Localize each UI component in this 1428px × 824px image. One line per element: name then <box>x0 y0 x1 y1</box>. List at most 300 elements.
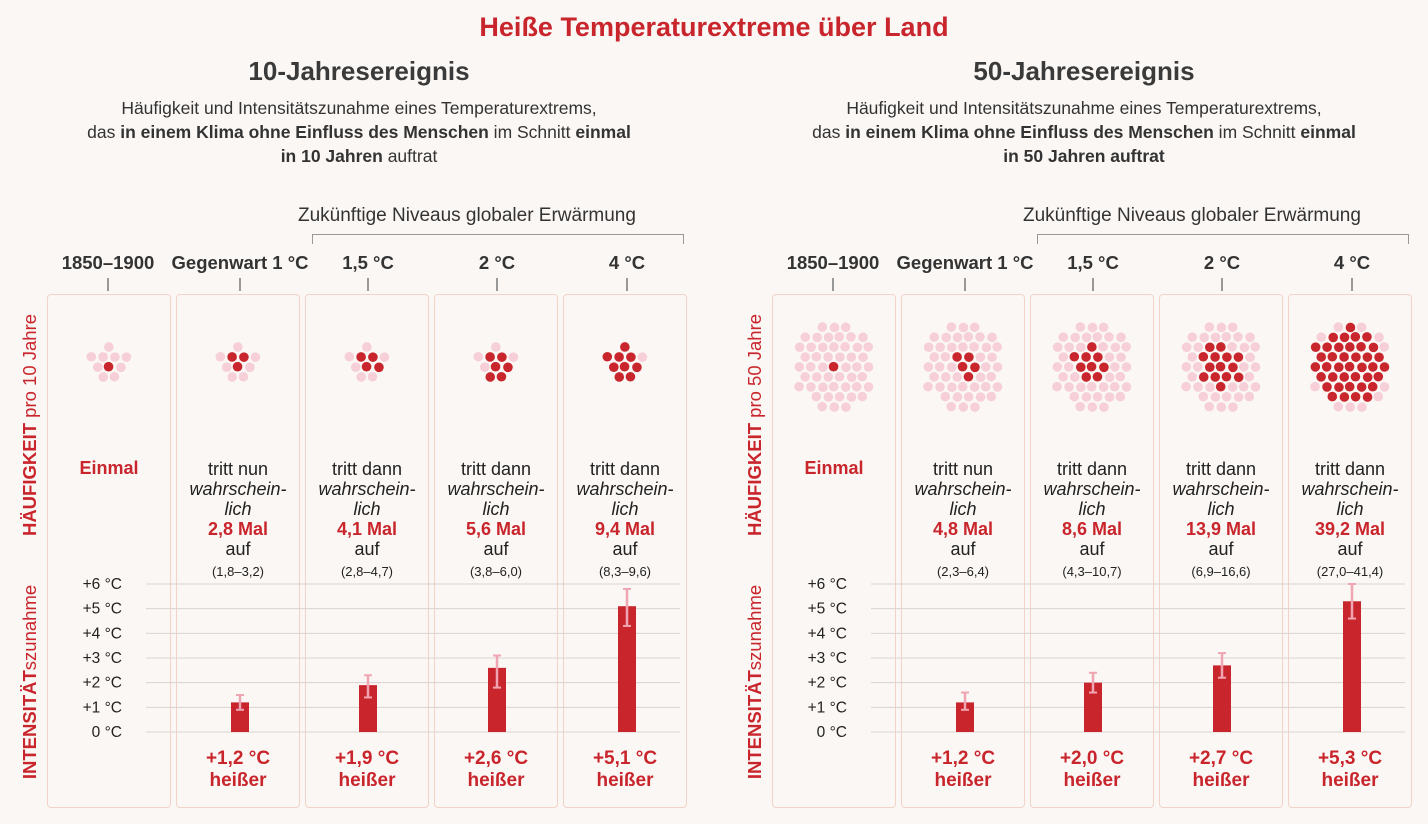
freq-italic: wahrschein- <box>318 479 416 499</box>
desc-text: das <box>812 122 846 142</box>
desc-text: auftrat <box>382 146 438 166</box>
event-dot-possible <box>1116 392 1126 402</box>
frequency-range: (8,3–9,6) <box>598 564 652 579</box>
event-dot-possible <box>818 382 828 392</box>
freq-italic: wahrschein- <box>189 479 287 499</box>
event-dot-occurring <box>1322 342 1332 352</box>
freq-italic: wahrschein- <box>1301 479 1399 499</box>
column-label: 1,5 °C <box>1067 252 1119 273</box>
frequency-text <box>1288 459 1412 559</box>
event-dot-possible <box>1182 342 1192 352</box>
event-dot-possible <box>863 342 873 352</box>
desc-line-3 <box>764 144 1404 168</box>
event-dot-possible <box>1204 402 1214 412</box>
event-dot-occurring <box>1374 372 1384 382</box>
intensity-value-label <box>1159 748 1283 792</box>
event-dot-possible <box>841 322 851 332</box>
column-tick <box>1351 278 1353 291</box>
freq-suffix: auf <box>612 539 638 559</box>
event-dot-possible <box>806 362 816 372</box>
intensity-value: +1,2 °C <box>205 748 271 769</box>
event-dot-possible <box>840 342 850 352</box>
main-title: Heiße Temperaturextreme über Land <box>479 12 949 42</box>
column-tick <box>1092 278 1094 291</box>
frequency-axis-label <box>744 295 766 555</box>
event-dot-possible <box>964 332 974 342</box>
event-dot-possible <box>841 402 851 412</box>
event-dot-occurring <box>1210 372 1220 382</box>
event-dot-occurring <box>1316 372 1326 382</box>
event-dot-possible <box>800 352 810 362</box>
event-dot-possible <box>852 382 862 392</box>
intensity-value: +2,6 °C <box>463 748 529 769</box>
event-dot-possible <box>976 392 986 402</box>
event-dot-possible <box>858 372 868 382</box>
event-dot-possible <box>847 352 857 362</box>
y-tick-label: +1 °C <box>82 699 122 717</box>
event-dot-possible <box>823 372 833 382</box>
event-dot-possible <box>1240 343 1250 353</box>
event-dot-occurring <box>1339 352 1349 362</box>
event-dot-possible <box>964 392 974 402</box>
event-dot-possible <box>1105 352 1115 362</box>
event-dot-possible <box>981 382 991 392</box>
event-dot-possible <box>941 333 951 343</box>
frequency-range: (27,0–41,4) <box>1316 564 1384 579</box>
event-dot-possible <box>1316 332 1326 342</box>
event-dot-possible <box>1182 362 1192 372</box>
event-dot-possible <box>795 342 805 352</box>
event-dot-occurring <box>1363 392 1373 402</box>
desc-bold: einmal <box>575 122 631 142</box>
hotter-word: heißer <box>934 770 992 791</box>
event-dot-possible <box>1122 362 1132 372</box>
event-dot-possible <box>1245 333 1255 343</box>
frequency-dots <box>1159 310 1283 430</box>
y-tick-label: 0 °C <box>91 724 122 741</box>
desc-text: Häufigkeit und Intensitätszunahme eines Temperaturextrems, <box>121 98 597 118</box>
panel-title: 10-Jahresereignis <box>248 56 470 86</box>
event-dot-possible <box>1187 372 1197 382</box>
event-dot-possible <box>941 392 951 402</box>
event-dot-possible <box>1310 382 1320 392</box>
event-dot-possible <box>987 392 997 402</box>
freq-value: 9,4 Mal <box>594 519 656 539</box>
event-dot-occurring <box>1311 342 1321 352</box>
event-dot-possible <box>1110 382 1120 392</box>
event-dot-possible <box>975 332 985 342</box>
column-label: Gegenwart 1 °C <box>896 252 1034 273</box>
event-dot-occurring <box>1087 342 1097 352</box>
desc-text: das <box>87 122 121 142</box>
event-dot-occurring <box>1081 372 1091 382</box>
desc-bold: in einem Klima ohne Einfluss des Menschen <box>845 122 1214 142</box>
event-dot-possible <box>830 323 840 333</box>
event-dot-occurring <box>1345 382 1355 392</box>
freq-italic: lich <box>353 499 381 519</box>
future-warming-label: Zukünftige Niveaus globaler Erwärmung <box>298 205 636 226</box>
event-dot-occurring <box>1356 342 1366 352</box>
freq-rest: pro 10 Jahre <box>19 313 40 423</box>
frequency-range: (1,8–3,2) <box>211 564 265 579</box>
event-dot-occurring <box>1076 362 1086 372</box>
event-dot-possible <box>1088 402 1098 412</box>
event-dot-possible <box>858 333 868 343</box>
intensity-bold: INTENSITÄT <box>744 670 765 780</box>
freq-italic: wahrschein- <box>576 479 674 499</box>
event-dot-possible <box>846 332 856 342</box>
event-dot-possible <box>1082 333 1092 343</box>
event-dot-possible <box>841 363 851 373</box>
intensity-value-label <box>901 748 1025 792</box>
event-dot-possible <box>982 343 992 353</box>
frequency-dots <box>772 310 896 430</box>
panel-description <box>764 96 1404 168</box>
freq-value: 2,8 Mal <box>207 519 269 539</box>
event-dot-possible <box>1233 332 1243 342</box>
event-dot-possible <box>953 333 963 343</box>
event-dot-possible <box>841 382 851 392</box>
event-dot-possible <box>1245 392 1255 402</box>
event-dot-possible <box>993 362 1003 372</box>
event-dot-possible <box>1064 362 1074 372</box>
event-dot-possible <box>847 392 857 402</box>
event-dot-occurring <box>1362 332 1372 342</box>
frequency-text <box>901 459 1025 559</box>
event-dot-possible <box>941 372 951 382</box>
freq-italic: lich <box>1207 499 1235 519</box>
freq-italic: wahrschein- <box>914 479 1012 499</box>
event-dot-possible <box>1251 362 1261 372</box>
event-dot-possible <box>1099 322 1109 332</box>
event-dot-possible <box>1099 402 1109 412</box>
freq-italic: lich <box>611 499 639 519</box>
event-dot-occurring <box>1339 372 1349 382</box>
hotter-word: heißer <box>1192 770 1250 791</box>
desc-bold: in 50 Jahren auftrat <box>1003 146 1165 166</box>
event-dot-occurring <box>1222 352 1232 362</box>
freq-value: 5,6 Mal <box>465 519 527 539</box>
event-dot-possible <box>935 382 945 392</box>
event-dot-possible <box>947 342 957 352</box>
event-dot-possible <box>1333 402 1343 412</box>
event-dot-possible <box>924 342 934 352</box>
event-dot-possible <box>953 392 963 402</box>
y-tick-label: +3 °C <box>807 650 847 667</box>
event-dot-occurring <box>1346 323 1356 333</box>
frequency-range: (4,3–10,7) <box>1062 564 1122 579</box>
event-dot-possible <box>970 322 980 332</box>
event-dot-possible <box>1205 382 1215 392</box>
frequency-range: (3,8–6,0) <box>469 564 523 579</box>
event-dot-occurring <box>1311 362 1321 372</box>
event-dot-possible <box>1380 382 1390 392</box>
y-tick-label: +6 °C <box>807 576 847 593</box>
column-label: 1,5 °C <box>342 252 394 273</box>
freq-suffix: auf <box>483 539 509 559</box>
event-dot-possible <box>1105 392 1115 402</box>
event-dot-possible <box>929 332 939 342</box>
event-dot-possible <box>935 362 945 372</box>
event-dot-occurring <box>1322 362 1332 372</box>
event-dot-possible <box>1193 342 1203 352</box>
event-dot-possible <box>1239 362 1249 372</box>
event-dot-occurring <box>1087 362 1097 372</box>
event-dot-possible <box>858 352 868 362</box>
event-dot-occurring <box>1374 352 1384 362</box>
event-dot-possible <box>1058 372 1068 382</box>
event-dot-occurring <box>1234 372 1244 382</box>
freq-suffix: auf <box>354 539 380 559</box>
event-dot-occurring <box>1345 342 1355 352</box>
event-dot-possible <box>1093 332 1103 342</box>
event-dot-possible <box>818 342 828 352</box>
event-dot-possible <box>1251 382 1261 392</box>
event-dot-possible <box>1228 402 1238 412</box>
hotter-word: heißer <box>209 770 267 791</box>
event-dot-possible <box>1070 333 1080 343</box>
event-dot-possible <box>835 392 845 402</box>
event-dot-possible <box>1228 322 1238 332</box>
frequency-dots <box>1030 310 1154 430</box>
event-dot-possible <box>1053 342 1063 352</box>
event-dot-occurring <box>1357 382 1367 392</box>
event-dot-possible <box>824 392 834 402</box>
event-dot-possible <box>812 333 822 343</box>
frequency-range: (2,8–4,7) <box>340 564 394 579</box>
event-dot-possible <box>1245 372 1255 382</box>
event-dot-possible <box>969 342 979 352</box>
event-dot-possible <box>987 372 997 382</box>
frequency-dots <box>1288 310 1412 430</box>
event-dot-possible <box>947 382 957 392</box>
event-dot-occurring <box>1234 352 1244 362</box>
freq-italic: lich <box>1336 499 1364 519</box>
intensity-value: +1,2 °C <box>930 748 996 769</box>
event-dot-possible <box>1052 382 1062 392</box>
event-dot-possible <box>795 362 805 372</box>
event-dot-possible <box>858 392 868 402</box>
event-dot-occurring <box>1345 362 1355 372</box>
event-dot-possible <box>830 402 840 412</box>
event-dot-possible <box>806 342 816 352</box>
event-dot-possible <box>1098 342 1108 352</box>
event-dot-possible <box>1088 323 1098 333</box>
event-dot-possible <box>1245 352 1255 362</box>
frequency-once-label: Einmal <box>804 458 864 478</box>
column-tick <box>964 278 966 291</box>
y-tick-label: +1 °C <box>807 699 847 717</box>
event-dot-occurring <box>1328 372 1338 382</box>
event-dot-possible <box>1211 333 1221 343</box>
freq-suffix: auf <box>225 539 251 559</box>
event-dot-occurring <box>1351 372 1361 382</box>
event-dot-possible <box>824 333 834 343</box>
event-dot-occurring <box>1322 382 1332 392</box>
event-dot-occurring <box>1316 352 1326 362</box>
desc-line-2 <box>764 120 1404 144</box>
hotter-word: heißer <box>1321 770 1379 791</box>
event-dot-occurring <box>1357 363 1367 373</box>
event-dot-possible <box>1110 362 1120 372</box>
event-dot-possible <box>794 382 804 392</box>
event-dot-possible <box>947 362 957 372</box>
event-dot-occurring <box>1351 392 1361 402</box>
event-dot-possible <box>1105 372 1115 382</box>
event-dot-possible <box>1379 342 1389 352</box>
frequency-text <box>1159 459 1283 559</box>
event-dot-possible <box>959 402 969 412</box>
event-dot-possible <box>1357 402 1367 412</box>
y-tick-label: 0 °C <box>816 724 847 741</box>
event-dot-possible <box>1121 342 1131 352</box>
event-dot-possible <box>1053 362 1063 372</box>
event-dot-possible <box>812 352 822 362</box>
event-dot-occurring <box>964 352 974 362</box>
event-dot-occurring <box>1093 352 1103 362</box>
event-dot-possible <box>1346 402 1356 412</box>
event-dot-possible <box>1111 343 1121 353</box>
event-dot-possible <box>981 362 991 372</box>
event-dot-occurring <box>1081 352 1091 362</box>
freq-prefix: tritt nun <box>207 459 269 479</box>
event-dot-possible <box>1116 333 1126 343</box>
desc-bold: einmal <box>1300 122 1356 142</box>
event-dot-occurring <box>1334 382 1344 392</box>
event-dot-possible <box>1250 342 1260 352</box>
event-dot-possible <box>864 362 874 372</box>
freq-rest: pro 50 Jahre <box>744 313 765 423</box>
event-dot-possible <box>923 382 933 392</box>
event-dot-occurring <box>1328 333 1338 343</box>
intensity-rest: szunahme <box>744 584 765 671</box>
event-dot-possible <box>1099 382 1109 392</box>
event-dot-occurring <box>1351 332 1361 342</box>
event-dot-possible <box>1104 332 1114 342</box>
freq-italic: wahrschein- <box>1043 479 1141 499</box>
event-dot-occurring <box>1222 372 1232 382</box>
intensity-value: +2,7 °C <box>1188 748 1254 769</box>
event-dot-possible <box>817 402 827 412</box>
event-dot-possible <box>1222 392 1232 402</box>
event-dot-possible <box>1199 333 1209 343</box>
event-dot-possible <box>924 362 934 372</box>
desc-text: im Schnitt <box>488 122 576 142</box>
event-dot-possible <box>1070 372 1080 382</box>
column-label: 2 °C <box>478 252 516 273</box>
event-dot-possible <box>853 343 863 353</box>
freq-italic: wahrschein- <box>1172 479 1270 499</box>
y-tick-label: +2 °C <box>82 674 122 692</box>
event-dot-possible <box>947 322 957 332</box>
event-dot-possible <box>1058 332 1068 342</box>
column-tick <box>832 278 834 291</box>
event-dot-possible <box>1093 392 1103 402</box>
event-dot-occurring <box>1334 342 1344 352</box>
event-dot-occurring <box>1228 363 1238 373</box>
hotter-word: heißer <box>1063 770 1121 791</box>
intensity-bar <box>1343 601 1361 732</box>
event-dot-possible <box>864 382 874 392</box>
freq-suffix: auf <box>1337 539 1363 559</box>
column-label: 2 °C <box>1203 252 1241 273</box>
event-dot-occurring <box>1216 362 1226 372</box>
event-dot-possible <box>987 333 997 343</box>
freq-prefix: tritt dann <box>331 459 403 479</box>
event-dot-possible <box>970 402 980 412</box>
event-dot-possible <box>1217 402 1227 412</box>
event-dot-possible <box>929 352 939 362</box>
intensity-value-label <box>1288 748 1412 792</box>
event-dot-possible <box>1076 322 1086 332</box>
event-dot-occurring <box>1380 362 1390 372</box>
y-tick-label: +5 °C <box>82 600 122 618</box>
event-dot-possible <box>1357 322 1367 332</box>
event-dot-occurring <box>1334 362 1344 372</box>
desc-line-1 <box>764 96 1404 120</box>
event-dot-occurring <box>1340 333 1350 343</box>
event-dot-possible <box>993 382 1003 392</box>
freq-value: 8,6 Mal <box>1061 519 1123 539</box>
freq-italic: wahrschein- <box>447 479 545 499</box>
event-dot-possible <box>941 352 951 362</box>
event-dot-possible <box>946 402 956 412</box>
desc-bold: in einem Klima ohne Einfluss des Menschen <box>120 122 489 142</box>
y-tick-label: +3 °C <box>82 650 122 667</box>
freq-italic: lich <box>949 499 977 519</box>
event-dot-occurring <box>1070 352 1080 362</box>
intensity-bold: INTENSITÄT <box>19 670 40 780</box>
event-dot-occurring <box>1328 392 1338 402</box>
freq-italic: lich <box>482 499 510 519</box>
event-dot-occurring <box>1210 352 1220 362</box>
event-dot-occurring <box>829 362 839 372</box>
freq-prefix: tritt nun <box>932 459 994 479</box>
event-dot-possible <box>800 332 810 342</box>
freq-prefix: tritt dann <box>589 459 661 479</box>
event-dot-possible <box>1205 322 1215 332</box>
frequency-text <box>1030 459 1154 559</box>
event-dot-possible <box>800 372 810 382</box>
event-dot-possible <box>829 342 839 352</box>
event-dot-possible <box>929 372 939 382</box>
event-dot-possible <box>1082 392 1092 402</box>
intensity-value: +2,0 °C <box>1059 748 1125 769</box>
desc-bold: in 10 Jahren <box>280 146 383 166</box>
freq-suffix: auf <box>1079 539 1105 559</box>
freq-italic: lich <box>1078 499 1106 519</box>
frequency-range: (2,3–6,4) <box>936 564 990 579</box>
event-dot-possible <box>958 342 968 352</box>
freq-italic: lich <box>224 499 252 519</box>
y-tick-label: +4 °C <box>82 625 122 643</box>
future-warming-label: Zukünftige Niveaus globaler Erwärmung <box>1023 205 1361 226</box>
event-dot-possible <box>1374 333 1384 343</box>
event-dot-possible <box>1187 352 1197 362</box>
event-dot-possible <box>1070 392 1080 402</box>
event-dot-occurring <box>970 363 980 373</box>
event-dot-occurring <box>1216 382 1226 392</box>
desc-text: Häufigkeit und Intensitätszunahme eines Temperaturextrems, <box>846 98 1322 118</box>
event-dot-possible <box>987 352 997 362</box>
event-dot-possible <box>1239 382 1249 392</box>
event-dot-possible <box>852 362 862 372</box>
y-tick-label: +2 °C <box>807 674 847 692</box>
event-dot-occurring <box>1369 343 1379 353</box>
event-dot-occurring <box>958 362 968 372</box>
intensity-value: +1,9 °C <box>334 748 400 769</box>
intensity-value: +5,1 °C <box>592 748 658 769</box>
